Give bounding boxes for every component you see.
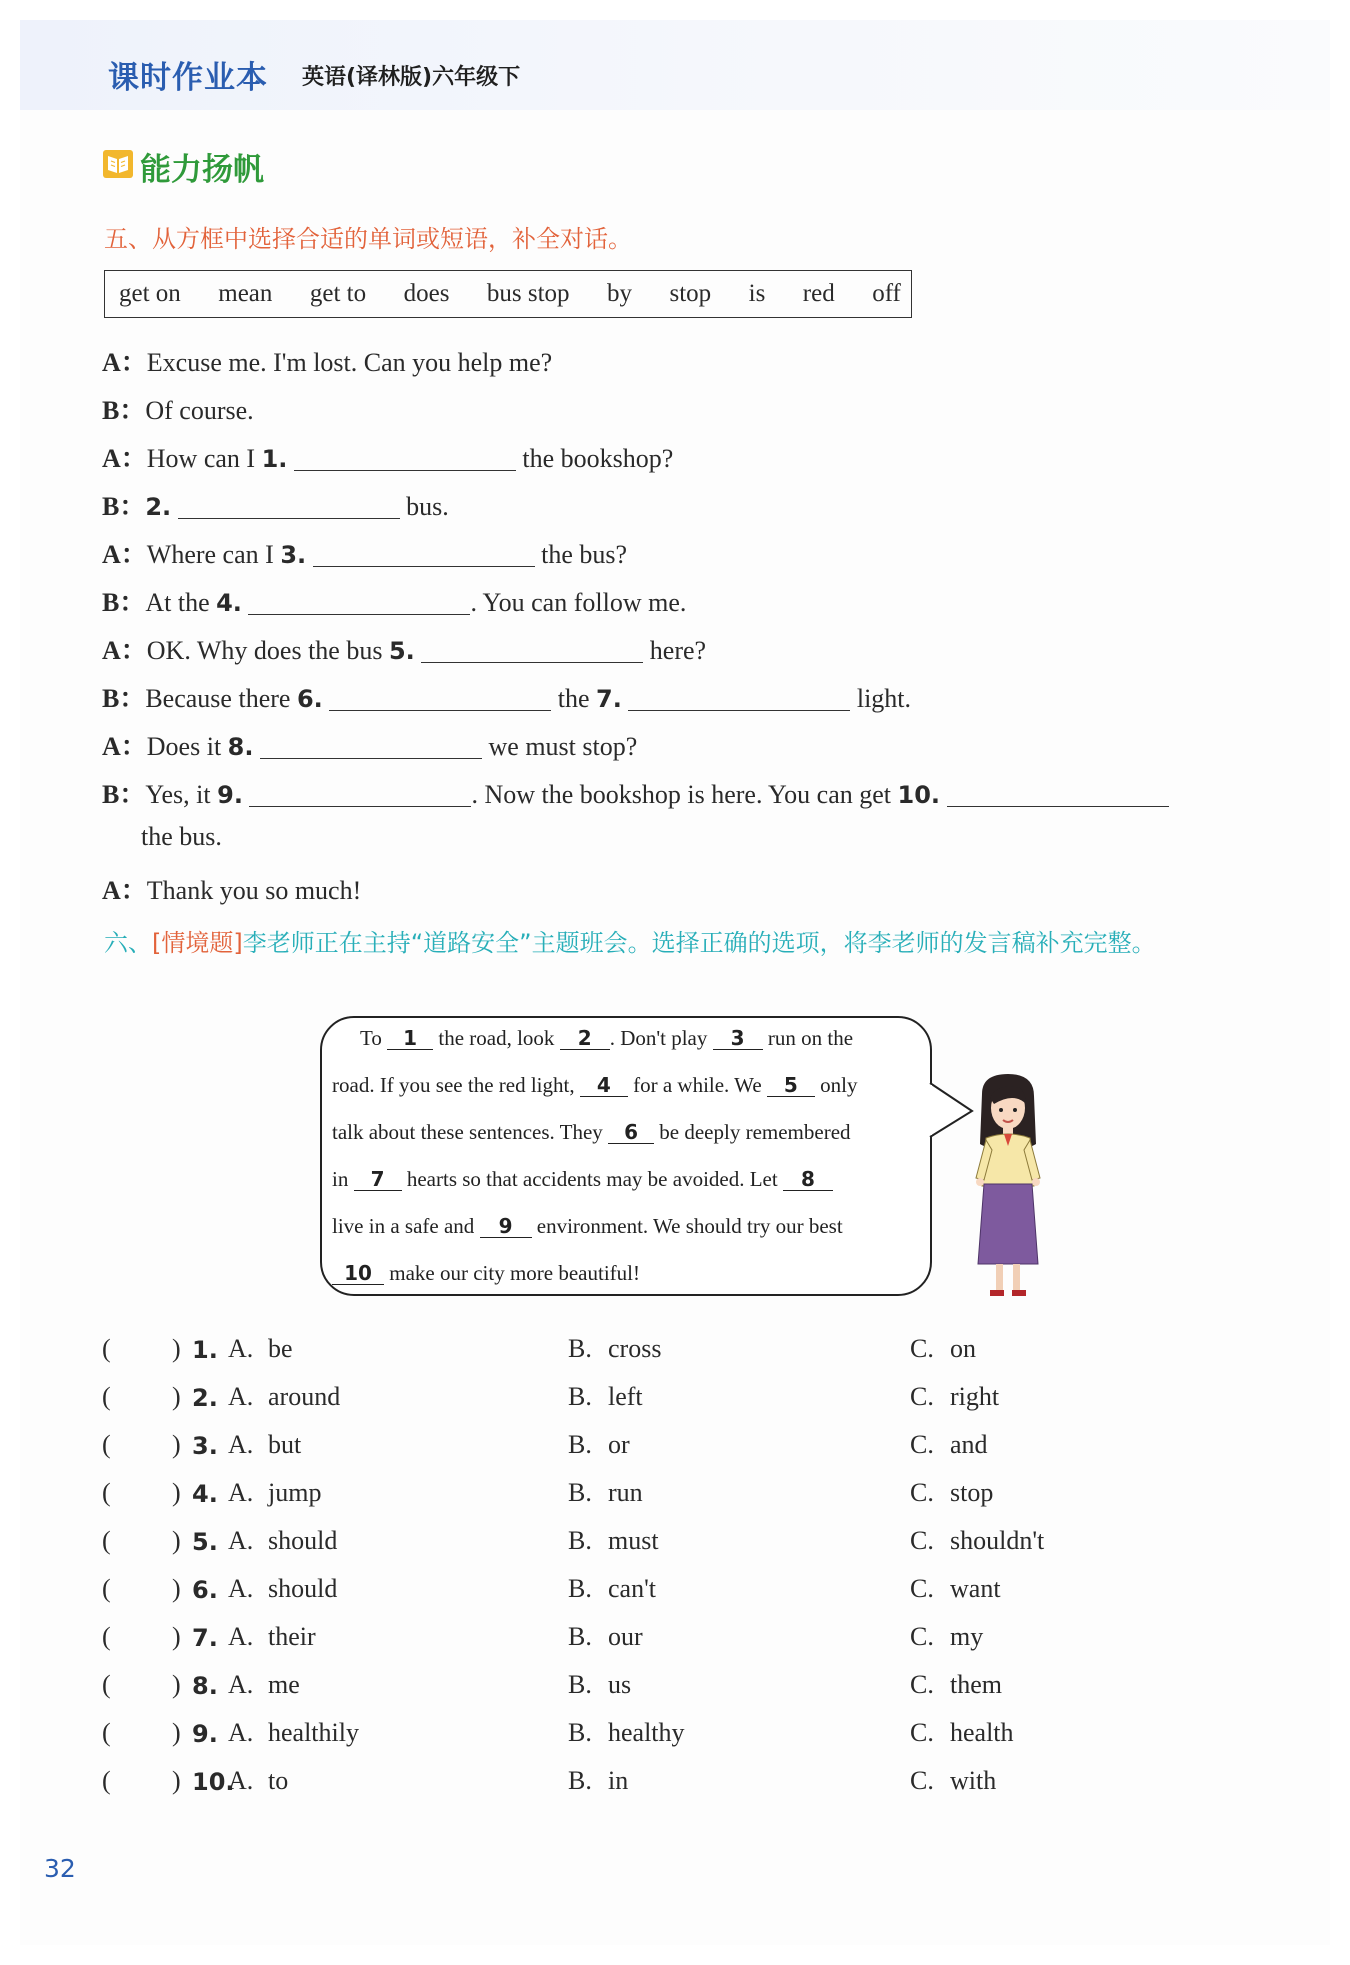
- answer-blank[interactable]: [628, 688, 850, 711]
- option-letter: C.: [910, 1478, 934, 1507]
- option-letter: C.: [910, 1574, 934, 1603]
- speaker-label: B：: [102, 492, 146, 521]
- option-text: right: [950, 1382, 1000, 1411]
- answer-paren-open[interactable]: (: [102, 1430, 111, 1459]
- option-b[interactable]: [568, 1526, 659, 1556]
- option-c[interactable]: [910, 1334, 976, 1364]
- option-letter: C.: [910, 1766, 934, 1795]
- q6-heading-tag: [情境题]: [152, 929, 243, 957]
- option-text: health: [950, 1718, 1014, 1747]
- word-box-item: bus stop: [486, 280, 570, 307]
- option-letter: C.: [910, 1622, 934, 1651]
- word-box-item: does: [403, 280, 450, 307]
- blank-number: 10.: [897, 781, 941, 809]
- option-text: left: [608, 1382, 643, 1411]
- question-number: 10.: [192, 1768, 235, 1796]
- dialogue-line: [102, 582, 686, 619]
- option-b[interactable]: [568, 1382, 643, 1412]
- passage-line: [332, 1214, 843, 1239]
- option-row: [102, 1478, 1222, 1512]
- option-c[interactable]: [910, 1718, 1014, 1748]
- answer-blank[interactable]: [313, 544, 535, 567]
- option-a[interactable]: [228, 1526, 337, 1556]
- section-title: 能力扬帆: [140, 152, 264, 188]
- option-text: or: [608, 1430, 630, 1459]
- page-number: 32: [44, 1854, 76, 1883]
- dialogue-text: . You can follow me.: [470, 588, 687, 617]
- answer-paren-close[interactable]: ): [172, 1478, 181, 1507]
- blank-number: 8.: [227, 733, 254, 761]
- passage-line: [360, 1026, 853, 1051]
- passage-text: run on the: [762, 1026, 854, 1050]
- book-badge-icon: [103, 150, 133, 178]
- question-number: 7.: [192, 1624, 218, 1652]
- option-text: on: [950, 1334, 976, 1363]
- dialogue-line: [102, 870, 361, 907]
- option-a[interactable]: [228, 1430, 301, 1460]
- word-box-item: get on: [119, 280, 181, 307]
- dialogue-text: At the: [145, 588, 217, 617]
- answer-blank[interactable]: [947, 784, 1169, 807]
- option-b[interactable]: [568, 1574, 656, 1604]
- speaker-label: A：: [102, 444, 147, 473]
- option-letter: A.: [228, 1334, 254, 1363]
- dialogue-text: the: [557, 684, 597, 713]
- speaker-label: A：: [102, 732, 147, 761]
- passage-text: be deeply remembered: [654, 1120, 851, 1144]
- speaker-label: A：: [102, 636, 147, 665]
- word-box-item: is: [748, 280, 766, 307]
- dialogue-text: bus.: [406, 492, 449, 521]
- option-b[interactable]: [568, 1430, 630, 1460]
- dialogue-text: the bus?: [541, 540, 628, 569]
- answer-paren-close[interactable]: ): [172, 1670, 181, 1699]
- passage-line: [332, 1167, 833, 1192]
- answer-paren-open[interactable]: (: [102, 1718, 111, 1747]
- option-text: our: [608, 1622, 643, 1651]
- q6-heading-text: 李老师正在主持“道路安全”主题班会。选择正确的选项，将李老师的发言稿补充完整。: [242, 929, 1156, 957]
- option-letter: A.: [228, 1622, 254, 1651]
- option-a[interactable]: [228, 1622, 316, 1652]
- option-c[interactable]: [910, 1766, 996, 1796]
- blank-number: 7.: [596, 685, 622, 713]
- passage-text: To: [360, 1026, 388, 1050]
- blank-number: 4.: [216, 589, 242, 617]
- answer-blank[interactable]: [260, 736, 482, 759]
- question-number: 8.: [192, 1672, 218, 1700]
- option-text: want: [950, 1574, 1001, 1603]
- option-text: can't: [608, 1574, 656, 1603]
- option-c[interactable]: [910, 1574, 1001, 1604]
- option-a[interactable]: [228, 1382, 340, 1412]
- option-letter: A.: [228, 1478, 254, 1507]
- answer-paren-open[interactable]: (: [102, 1526, 111, 1555]
- answer-paren-close[interactable]: ): [172, 1430, 181, 1459]
- passage-text: hearts so that accidents may be avoided. Let: [401, 1167, 783, 1191]
- option-letter: A.: [228, 1430, 254, 1459]
- option-letter: A.: [228, 1766, 254, 1795]
- blank-number: 6.: [296, 685, 323, 713]
- answer-paren-open[interactable]: (: [102, 1334, 111, 1363]
- dialogue-line: [141, 822, 222, 852]
- answer-blank[interactable]: [329, 688, 551, 711]
- option-text: to: [268, 1766, 289, 1795]
- passage-blank-number[interactable]: 5: [767, 1074, 815, 1097]
- option-row: [102, 1622, 1222, 1656]
- option-letter: C.: [910, 1670, 934, 1699]
- option-letter: B.: [568, 1526, 592, 1555]
- option-row: [102, 1526, 1222, 1560]
- option-letter: B.: [568, 1718, 592, 1747]
- passage-blank-number[interactable]: 9: [480, 1215, 532, 1238]
- answer-paren-close[interactable]: ): [172, 1766, 181, 1795]
- passage-text: only: [814, 1073, 858, 1097]
- option-letter: C.: [910, 1382, 934, 1411]
- option-b[interactable]: [568, 1334, 661, 1364]
- question-number: 6.: [192, 1576, 218, 1604]
- option-c[interactable]: [910, 1526, 1044, 1556]
- option-text: must: [608, 1526, 659, 1555]
- option-text: healthy: [608, 1718, 685, 1747]
- answer-paren-open[interactable]: (: [102, 1382, 111, 1411]
- option-c[interactable]: [910, 1670, 1002, 1700]
- passage-blank-number[interactable]: 1: [387, 1027, 433, 1050]
- option-letter: B.: [568, 1766, 592, 1795]
- option-a[interactable]: [228, 1766, 288, 1796]
- dialogue-line: [102, 342, 552, 379]
- dialogue-line: [102, 438, 673, 475]
- option-text: us: [608, 1670, 632, 1699]
- word-box: [104, 270, 912, 318]
- option-letter: B.: [568, 1670, 592, 1699]
- option-text: be: [268, 1334, 293, 1363]
- dialogue-text: OK. Why does the bus: [146, 636, 389, 665]
- speaker-label: B：: [102, 588, 146, 617]
- answer-paren-open[interactable]: (: [102, 1478, 111, 1507]
- option-text: me: [268, 1670, 300, 1699]
- answer-paren-open[interactable]: (: [102, 1670, 111, 1699]
- blank-number: 5.: [388, 637, 415, 665]
- q6-heading: [104, 918, 1264, 968]
- passage-text: . Don't play: [609, 1026, 713, 1050]
- option-b[interactable]: [568, 1670, 631, 1700]
- blank-number: 9.: [217, 781, 243, 809]
- option-a[interactable]: [228, 1574, 337, 1604]
- option-text: healthily: [268, 1718, 359, 1747]
- option-b[interactable]: [568, 1718, 685, 1748]
- option-letter: A.: [228, 1526, 254, 1555]
- option-letter: C.: [910, 1718, 934, 1747]
- passage-text: live in a safe and: [332, 1214, 480, 1238]
- passage-text: the road, look: [433, 1026, 560, 1050]
- option-c[interactable]: [910, 1622, 983, 1652]
- dialogue-text: the bookshop?: [522, 444, 674, 473]
- answer-blank[interactable]: [248, 592, 470, 615]
- answer-paren-close[interactable]: ): [172, 1526, 181, 1555]
- passage-blank-number[interactable]: 2: [560, 1027, 610, 1050]
- speaker-label: A：: [102, 876, 147, 905]
- passage-line: [332, 1120, 851, 1145]
- option-letter: B.: [568, 1430, 592, 1459]
- word-box-item: off: [872, 280, 901, 307]
- question-number: 1.: [192, 1336, 218, 1364]
- option-letter: A.: [228, 1670, 254, 1699]
- option-text: jump: [268, 1478, 322, 1507]
- option-text: should: [268, 1574, 338, 1603]
- answer-blank[interactable]: [178, 496, 400, 519]
- word-box-item: mean: [218, 280, 273, 307]
- option-row: [102, 1670, 1222, 1704]
- option-c[interactable]: [910, 1478, 993, 1508]
- passage-blank-number[interactable]: 4: [580, 1074, 628, 1097]
- option-letter: B.: [568, 1334, 592, 1363]
- option-letter: A.: [228, 1574, 254, 1603]
- question-number: 5.: [192, 1528, 218, 1556]
- q6-heading-prefix: 六、: [104, 929, 152, 957]
- blank-number: 2.: [145, 493, 172, 521]
- option-letter: B.: [568, 1574, 592, 1603]
- word-box-item: by: [607, 280, 633, 307]
- answer-paren-open[interactable]: (: [102, 1622, 111, 1651]
- dialogue-line: [102, 774, 1169, 811]
- option-letter: C.: [910, 1334, 934, 1363]
- answer-blank[interactable]: [421, 640, 643, 663]
- dialogue-text: Thank you so much!: [146, 876, 362, 905]
- option-a[interactable]: [228, 1334, 293, 1364]
- dialogue-line: [102, 486, 449, 523]
- dialogue-text: Excuse me. I'm lost. Can you help me?: [146, 348, 553, 377]
- option-c[interactable]: [910, 1382, 999, 1412]
- book-subtitle: 英语(译林版)六年级下: [302, 65, 521, 90]
- option-letter: A.: [228, 1382, 254, 1411]
- speaker-label: B：: [102, 684, 146, 713]
- answer-paren-close[interactable]: ): [172, 1622, 181, 1651]
- option-text: stop: [950, 1478, 994, 1507]
- dialogue-text: How can I: [146, 444, 262, 473]
- option-a[interactable]: [228, 1670, 300, 1700]
- option-letter: C.: [910, 1430, 934, 1459]
- dialogue-text: Where can I: [146, 540, 281, 569]
- option-text: but: [268, 1430, 302, 1459]
- option-row: [102, 1574, 1222, 1608]
- dialogue-line: [102, 678, 911, 715]
- dialogue-text: . Now the bookshop is here. You can get: [471, 780, 898, 809]
- passage-text: environment. We should try our best: [531, 1214, 843, 1238]
- passage-line: [332, 1261, 640, 1286]
- passage-blank-number[interactable]: 8: [783, 1168, 833, 1191]
- option-letter: B.: [568, 1478, 592, 1507]
- passage-blank-number[interactable]: 10: [332, 1262, 384, 1285]
- dialogue-text: here?: [649, 636, 707, 665]
- option-letter: A.: [228, 1718, 254, 1747]
- dialogue-line: [102, 630, 706, 667]
- q5-heading: 五、从方框中选择合适的单词或短语，补全对话。: [104, 225, 632, 253]
- book-title: 课时作业本: [108, 60, 268, 96]
- option-a[interactable]: [228, 1718, 359, 1748]
- passage-text: talk about these sentences. They: [332, 1120, 609, 1144]
- dialogue-text: Of course.: [145, 396, 254, 425]
- passage-text: in: [332, 1167, 354, 1191]
- dialogue-line: [102, 390, 254, 427]
- passage-line: [332, 1073, 857, 1098]
- question-number: 2.: [192, 1384, 218, 1412]
- dialogue-text: Does it: [146, 732, 228, 761]
- dialogue-text: light.: [856, 684, 912, 713]
- answer-paren-open[interactable]: (: [102, 1766, 111, 1795]
- answer-paren-close[interactable]: ): [172, 1574, 181, 1603]
- option-text: shouldn't: [950, 1526, 1045, 1555]
- speaker-label: A：: [102, 540, 147, 569]
- option-text: should: [268, 1526, 338, 1555]
- option-text: them: [950, 1670, 1002, 1699]
- option-text: cross: [608, 1334, 662, 1363]
- answer-paren-close[interactable]: ): [172, 1382, 181, 1411]
- option-b[interactable]: [568, 1622, 643, 1652]
- dialogue-line: [102, 534, 627, 571]
- speech-bubble: [320, 1016, 932, 1296]
- option-b[interactable]: [568, 1766, 628, 1796]
- passage-blank-number[interactable]: 7: [354, 1168, 402, 1191]
- answer-paren-close[interactable]: ): [172, 1334, 181, 1363]
- speaker-label: A：: [102, 348, 147, 377]
- passage-text: make our city more beautiful!: [384, 1261, 640, 1285]
- answer-blank[interactable]: [249, 784, 471, 807]
- option-letter: B.: [568, 1382, 592, 1411]
- speaker-label: B：: [102, 396, 146, 425]
- option-text: their: [268, 1622, 316, 1651]
- passage-text: road. If you see the red light,: [332, 1073, 580, 1097]
- dialogue-text: the bus.: [141, 822, 222, 851]
- dialogue-text: Yes, it: [145, 780, 218, 809]
- option-text: with: [950, 1766, 997, 1795]
- option-row: [102, 1334, 1222, 1368]
- dialogue-text: we must stop?: [488, 732, 638, 761]
- question-number: 9.: [192, 1720, 218, 1748]
- dialogue-text: Because there: [145, 684, 297, 713]
- speaker-label: B：: [102, 780, 146, 809]
- option-text: my: [950, 1622, 984, 1651]
- option-text: in: [608, 1766, 629, 1795]
- blank-number: 1.: [261, 445, 288, 473]
- option-row: [102, 1718, 1222, 1752]
- answer-paren-open[interactable]: (: [102, 1574, 111, 1603]
- option-text: and: [950, 1430, 988, 1459]
- question-number: 3.: [192, 1432, 218, 1460]
- option-text: run: [608, 1478, 643, 1507]
- word-box-item: stop: [669, 280, 712, 307]
- teacher-illustration: [968, 1074, 1050, 1300]
- option-letter: B.: [568, 1622, 592, 1651]
- option-letter: C.: [910, 1526, 934, 1555]
- option-a[interactable]: [228, 1478, 321, 1508]
- passage-blank-number[interactable]: 6: [608, 1121, 654, 1144]
- option-row: [102, 1766, 1222, 1800]
- dialogue-line: [102, 726, 637, 763]
- answer-blank[interactable]: [294, 448, 516, 471]
- option-row: [102, 1430, 1222, 1464]
- option-b[interactable]: [568, 1478, 643, 1508]
- passage-text: for a while. We: [627, 1073, 767, 1097]
- option-text: around: [268, 1382, 341, 1411]
- word-box-item: red: [802, 280, 835, 307]
- passage-blank-number[interactable]: 3: [713, 1027, 763, 1050]
- option-row: [102, 1382, 1222, 1416]
- option-c[interactable]: [910, 1430, 988, 1460]
- answer-paren-close[interactable]: ): [172, 1718, 181, 1747]
- blank-number: 3.: [280, 541, 307, 569]
- question-number: 4.: [192, 1480, 218, 1508]
- word-box-item: get to: [309, 280, 367, 307]
